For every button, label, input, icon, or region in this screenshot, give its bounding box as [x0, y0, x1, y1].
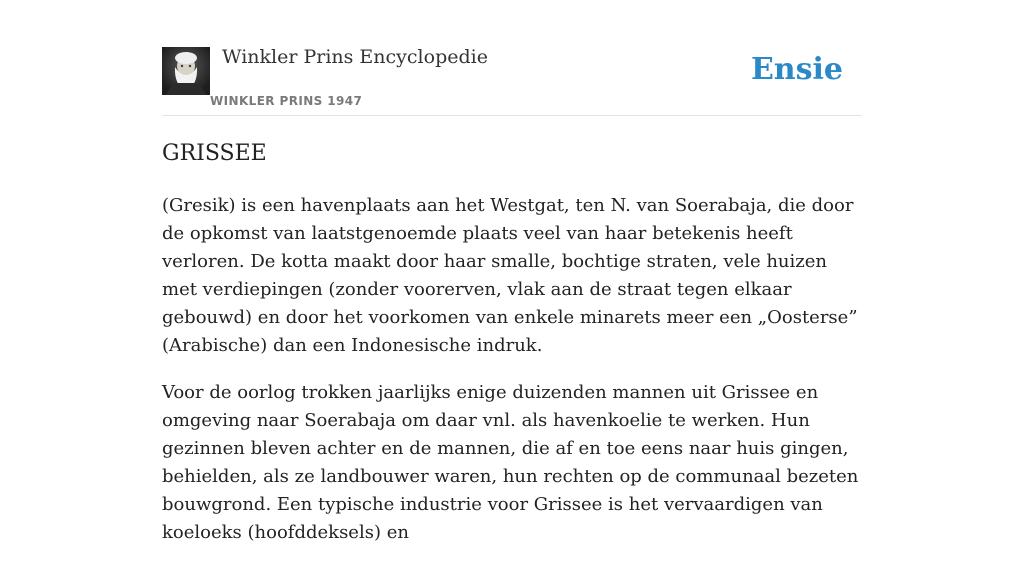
site-header [162, 0, 862, 116]
entry-title: GRISSEE [162, 141, 267, 166]
article-body [162, 192, 862, 566]
article-paragraph: Voor de oorlog trokken jaarlijks enige duizenden mannen uit Grissee en omgeving naar Soerabaja om daar vnl. als havenkoelie te werken. Hun gezinnen bleven achter en de mannen, die af en toe eens naar huis gingen, behielden, als ze landbouwer waren, hun rechten op de communaal bezeten bouwgrond. Een typische industrie voor Grissee is het vervaardigen van koeloeks (hoofddeksels) en [162, 382, 859, 543]
article-paragraph: (Gresik) is een havenplaats aan het Westgat, ten N. van Soerabaja, die door de opkomst van laatstgenoemde plaats veel van haar betekenis heeft verloren. De kotta maakt door haar smalle, bochtige straten, vele huizen met verdiepingen (zonder voorerven, vlak aan de straat tegen elkaar gebouwd) en door het voorkomen van enkele minarets meer een „Oosterse” (Arabische) dan een Indonesische indruk. [162, 195, 858, 356]
edition-label[interactable]: WINKLER PRINS 1947 [210, 94, 363, 108]
bearded-man-portrait-icon[interactable] [162, 47, 210, 95]
site-title[interactable]: Winkler Prins Encyclopedie [222, 46, 488, 68]
page [162, 0, 862, 543]
ensie-logo-link[interactable]: Ensie [750, 52, 843, 87]
